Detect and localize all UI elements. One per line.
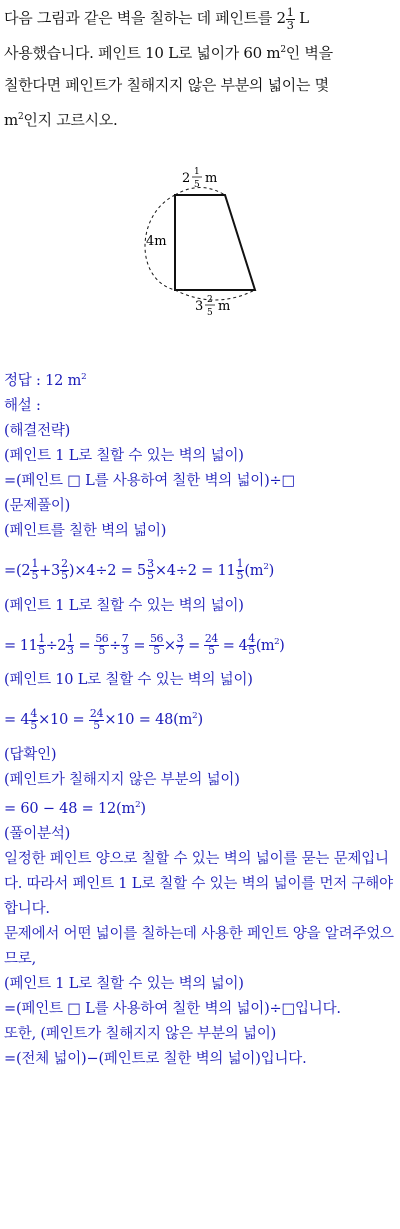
sol-line-4: (문제풀이) [4, 497, 71, 514]
bottom-label-whole: 3 [195, 299, 204, 314]
problem-line-1 [4, 2, 396, 34]
top-label-den: 5 [194, 180, 200, 190]
sol-line-7: (페인트 1 L로 칠할 수 있는 벽의 넓이) [4, 597, 244, 614]
sol-line-11: (답확인) [4, 747, 57, 764]
bottom-dashed-arc [175, 290, 255, 300]
trapezoid-shape [175, 195, 255, 290]
bottom-label-den: 5 [207, 308, 213, 318]
top-dashed-arc [175, 188, 225, 196]
top-label-num: 1 [194, 167, 200, 177]
sol-line-18: =(페인트 □ L를 사용하여 칠한 벽의 넓이)÷□입니다. [4, 1001, 341, 1018]
equation-3: = 4 $\frac{4}{5}$ ×10 = $\frac{24}{5}$ $\times 10 = 48(m^2)$ [4, 706, 203, 732]
sol-line-16: 문제에서 어떤 넓이를 칠하는데 사용한 페인트 양을 알려주었으므로, [4, 926, 394, 968]
trapezoid-figure [130, 160, 270, 325]
top-label-whole: 2 [182, 171, 191, 186]
sol-line-1: (해결전략) [4, 422, 71, 439]
sol-line-12: (페인트가 칠해지지 않은 부분의 넓이) [4, 772, 240, 789]
left-label: 4m [146, 234, 167, 249]
equation-1: =(2 $\frac{1}{5}$ +3 $\frac{2}{5}$ )×4÷2 = 5 $\frac{3}{5}$ ×4÷2 = 11 $\frac{1}{5}$ $(m^2)$ [4, 557, 275, 583]
sol-line-2: (페인트 1 L로 칠할 수 있는 벽의 넓이) [4, 447, 244, 464]
sol-line-13: = $60 - 48 = 12(m^2)$ [4, 800, 146, 818]
paint-unit: L [294, 9, 309, 27]
problem-statement [4, 2, 396, 136]
sol-line-14: (풀이분석) [4, 826, 71, 843]
sol-line-17: (페인트 1 L로 칠할 수 있는 벽의 넓이) [4, 976, 244, 993]
problem-line-4: $m^2$인지 고르시오. [4, 111, 118, 129]
answer-row: 정답 : 12 $m^2$ [4, 372, 87, 389]
equation-2: = 11 $\frac{1}{5}$ ÷2 $\frac{1}{3}$ = $\frac{56}{5}$ ÷ $\frac{7}{3}$ = $\frac{56}{5}$ × $\frac{3}{7}$ = $\frac{24}{5}$ = 4 $\frac{4}{5}$ $(m^2)$ [4, 632, 285, 657]
explain-label: 해설 : [4, 397, 41, 414]
problem-text-1: 다음 그림과 같은 벽을 칠하는 데 페인트를 2 [4, 9, 286, 27]
bottom-label-num: 2 [207, 295, 213, 305]
sol-line-20: =(전체 넓이)−(페인트로 칠한 벽의 넓이)입니다. [4, 1051, 307, 1068]
sol-line-15: 일정한 페인트 양으로 칠할 수 있는 벽의 넓이를 묻는 문제입니다. 따라서 페인트 1 L로 칠할 수 있는 벽의 넓이를 먼저 구해야 합니다. [4, 851, 393, 918]
sol-line-5: (페인트를 칠한 벽의 넓이) [4, 522, 167, 539]
solution-section [4, 365, 396, 1072]
bottom-label-unit: m [218, 299, 231, 314]
problem-line-2: 사용했습니다. 페인트 10 L로 넓이가 60 $m^2$인 벽을 [4, 44, 333, 62]
problem-line-3: 칠한다면 페인트가 칠해지지 않은 부분의 넓이는 몇 [4, 76, 329, 94]
top-label-unit: m [205, 171, 218, 186]
sol-line-19: 또한, (페인트가 칠해지지 않은 부분의 넓이) [4, 1026, 277, 1043]
sol-line-3: =(페인트 □ L를 사용하여 칠한 벽의 넓이)÷□ [4, 472, 295, 489]
sol-line-9: (페인트 10 L로 칠할 수 있는 벽의 넓이) [4, 672, 253, 689]
paint-fraction: $\frac{1}{3}$ [286, 6, 294, 32]
